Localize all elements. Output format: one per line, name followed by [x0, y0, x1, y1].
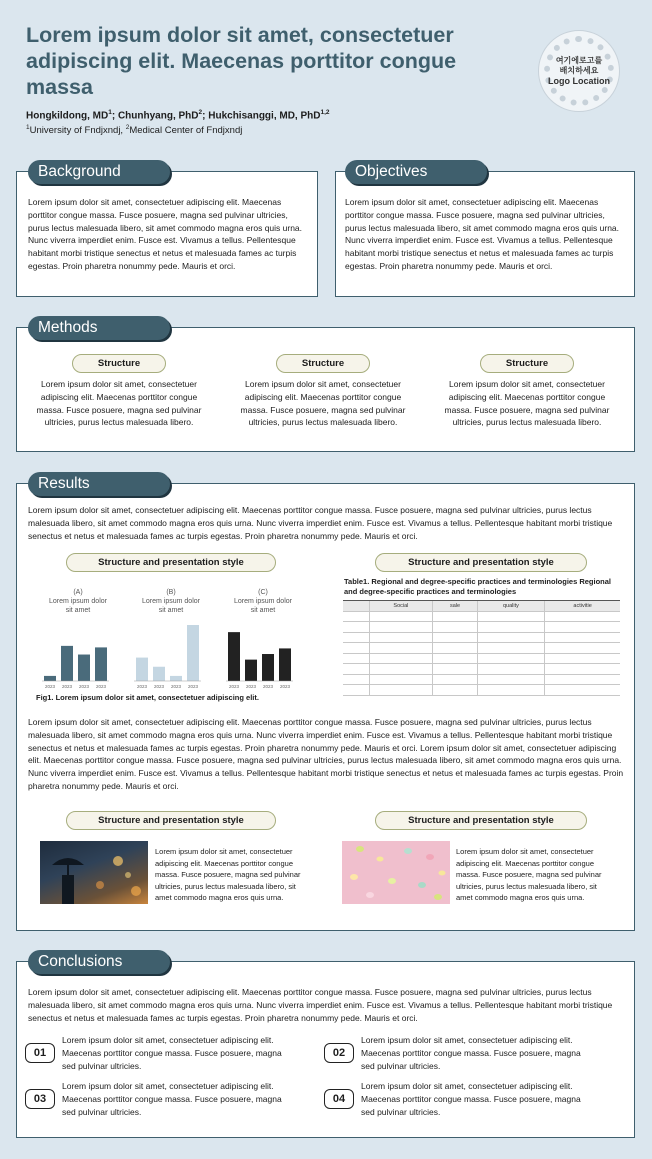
results-style-right-2: Structure and presentation style [375, 811, 587, 830]
table-header: quality [477, 601, 545, 612]
chart-tick-label: 2023 [136, 684, 148, 689]
chart-b-title: (B) [166, 589, 176, 596]
chart-bar [153, 667, 165, 681]
conclusion-4-number: 04 [324, 1089, 354, 1109]
chart-c-title: (C) [258, 589, 268, 596]
chart-tick-label: 2023 [228, 684, 240, 689]
chart-bar [279, 648, 291, 681]
affil-1-sup: 1 [26, 124, 30, 131]
chart-tick-label: 2023 [170, 684, 182, 689]
poster-title: Lorem ipsum dolor sit amet, consectetuer adipiscing elit. Maecenas porttitor congue massa [26, 23, 457, 99]
affil-2: Medical Center of Fndjxndj [129, 125, 243, 137]
affil-1: University of Fndjxndj, [29, 125, 126, 137]
table-row [343, 622, 620, 633]
candy-graphic [342, 841, 450, 904]
rainy-street-graphic [40, 841, 148, 904]
chart-tick-label: 2023 [153, 684, 165, 689]
objectives-heading: Objectives [345, 160, 487, 184]
chart-c-subtitle: Lorem ipsum dolor sit amet [234, 598, 292, 614]
author-2: ; Chunhyang, PhD [111, 110, 199, 122]
logo-line-2: 배치하세요 [559, 66, 599, 75]
methods-heading: Methods [28, 316, 170, 340]
chart-bar [136, 658, 148, 681]
table-header-row [343, 601, 620, 612]
table-row [343, 664, 620, 675]
author-2-sup: 2 [198, 109, 203, 116]
results-heading: Results [28, 472, 170, 496]
conclusions-intro: Lorem ipsum dolor sit amet, consectetuer adipiscing elit. Maecenas porttitor congue massa. Fusce posuere, magna sed pulvinar ultricies, purus lectus malesuada libero, sit amet commodo magna eros quis urna. Nunc viverra imperdiet enim. Fusce est. Vivamus a tellus. Pellentesque habitant morbi tristique senectus et netus et malesuada fames ac turpis egestas. Proin pharetra nonummy pede. Mauris et orci. [28, 987, 613, 1023]
chart-bar [245, 660, 257, 681]
chart-bar [187, 625, 199, 681]
chart-tick-label: 2023 [262, 684, 274, 689]
conclusion-2-number: 02 [324, 1043, 354, 1063]
logo-line-1: 여기에로고를 [555, 56, 603, 65]
chart-tick-label: 2023 [187, 684, 199, 689]
table-row [343, 685, 620, 696]
conclusion-1-text: Lorem ipsum dolor sit amet, consectetuer adipiscing elit. Maecenas porttitor congue massa. Fusce posuere, magna sed pulvinar ultricies. [62, 1035, 282, 1071]
chart-a-subtitle: Lorem ipsum dolor sit amet [49, 598, 107, 614]
table-row [343, 632, 620, 643]
table-row [343, 674, 620, 685]
affil-2-sup: 2 [125, 124, 130, 131]
chart-tick-label: 2023 [95, 684, 107, 689]
results-style-left-2: Structure and presentation style [66, 811, 276, 830]
table-row [343, 653, 620, 664]
chart-tick-label: 2023 [245, 684, 257, 689]
method-2-label: Structure [276, 354, 370, 373]
table-header [343, 601, 369, 612]
chart-bar [228, 632, 240, 681]
method-1-label: Structure [72, 354, 166, 373]
chart-bar [78, 655, 90, 681]
table-header: Social [369, 601, 433, 612]
figure-caption: Fig1. Lorem ipsum dolor sit amet, consectetuer adipiscing elit. [36, 693, 259, 702]
affiliations [26, 124, 242, 136]
conclusion-1-number: 01 [25, 1043, 55, 1063]
chart-tick-label: 2023 [279, 684, 291, 689]
conclusion-3-text: Lorem ipsum dolor sit amet, consectetuer adipiscing elit. Maecenas porttitor congue massa. Fusce posuere, magna sed pulvinar ultricies. [62, 1081, 282, 1117]
conclusions-heading: Conclusions [28, 950, 170, 974]
conclusion-3-number: 03 [25, 1089, 55, 1109]
chart-bar [170, 676, 182, 681]
chart-bar [44, 676, 56, 681]
bar-charts [30, 615, 310, 693]
method-1-body: Lorem ipsum dolor sit amet, consectetuer adipiscing elit. Maecenas porttitor congue massa. Fusce posuere, magna sed pulvinar ultricies, purus lectus malesuada libero. [36, 379, 202, 428]
chart-tick-label: 2023 [44, 684, 56, 689]
method-3-body: Lorem ipsum dolor sit amet, consectetuer adipiscing elit. Maecenas porttitor congue massa. Fusce posuere, magna sed pulvinar ultricies, purus lectus malesuada libero. [444, 379, 610, 428]
candy-photo [342, 841, 450, 904]
chart-bar [61, 646, 73, 681]
background-heading: Background [28, 160, 170, 184]
chart-a-title: (A) [73, 589, 83, 596]
objectives-body: Lorem ipsum dolor sit amet, consectetuer adipiscing elit. Maecenas porttitor congue massa. Fusce posuere, magna sed pulvinar ultricies, purus lectus malesuada libero, sit amet commodo magna eros quis urna. Nunc viverra imperdiet enim. Fusce est. Vivamus a tellus. Pellentesque habitant morbi tristique senectus et netus et malesuada fames ac turpis egestas. Proin pharetra nonummy pede. Mauris et orci. [345, 197, 620, 271]
chart-bar [95, 647, 107, 681]
author-1-sup: 1 [108, 109, 112, 116]
photo-left-text: Lorem ipsum dolor sit amet, consectetuer adipiscing elit. Maecenas porttitor congue massa. Fusce posuere, magna sed pulvinar ultricies, purus lectus malesuada libero, sit amet commodo magna eros quis urna. [155, 847, 301, 902]
background-body: Lorem ipsum dolor sit amet, consectetuer adipiscing elit. Maecenas porttitor congue massa. Fusce posuere, magna sed pulvinar ultricies, purus lectus malesuada libero, sit amet commodo magna eros quis urna. Nunc viverra imperdiet enim. Fusce est. Vivamus a tellus. Pellentesque habitant morbi tristique senectus et netus et malesuada fames ac turpis egestas. Proin pharetra nonummy pede. Mauris et orci. [28, 197, 303, 271]
chart-b-subtitle: Lorem ipsum dolor sit amet [142, 598, 200, 614]
photo-right-text: Lorem ipsum dolor sit amet, consectetuer adipiscing elit. Maecenas porttitor congue massa. Fusce posuere, magna sed pulvinar ultricies, purus lectus malesuada libero, sit amet commodo magna eros quis urna. [456, 847, 602, 902]
method-3-label: Structure [480, 354, 574, 373]
author-3-sup: 1,2 [320, 109, 330, 116]
authors [26, 109, 330, 121]
logo-placeholder [538, 30, 620, 112]
table-title: Table1. Regional and degree-specific practices and terminologies Regional and degree-specific practices and terminologies [344, 577, 612, 596]
results-style-left: Structure and presentation style [66, 553, 276, 572]
table-header: activitie [545, 601, 620, 612]
conclusion-2-text: Lorem ipsum dolor sit amet, consectetuer adipiscing elit. Maecenas porttitor congue massa. Fusce posuere, magna sed pulvinar ultricies. [361, 1035, 581, 1071]
data-table [343, 600, 620, 696]
chart-tick-label: 2023 [61, 684, 73, 689]
conclusion-4-text: Lorem ipsum dolor sit amet, consectetuer adipiscing elit. Maecenas porttitor congue massa. Fusce posuere, magna sed pulvinar ultricies. [361, 1081, 581, 1117]
rainy-street-photo [40, 841, 148, 904]
logo-line-3: Logo Location [548, 76, 610, 86]
author-3: ; Hukchisanggi, MD, PhD [202, 110, 321, 122]
table-row [343, 611, 620, 622]
table-row [343, 643, 620, 654]
author-1: Hongkildong, MD [26, 110, 109, 122]
table-header: sale [433, 601, 477, 612]
method-2-body: Lorem ipsum dolor sit amet, consectetuer adipiscing elit. Maecenas porttitor congue massa. Fusce posuere, magna sed pulvinar ultricies, purus lectus malesuada libero. [240, 379, 406, 428]
results-style-right: Structure and presentation style [375, 553, 587, 572]
results-intro: Lorem ipsum dolor sit amet, consectetuer adipiscing elit. Maecenas porttitor congue massa. Fusce posuere, magna sed pulvinar ultricies, purus lectus malesuada libero, sit amet commodo magna eros quis urna. Nunc viverra imperdiet enim. Fusce est. Vivamus a tellus. Pellentesque habitant morbi tristique senectus et netus et malesuada fames ac turpis egestas. Proin pharetra nonummy pede. Mauris et orci. [28, 505, 613, 541]
results-body-2: Lorem ipsum dolor sit amet, consectetuer adipiscing elit. Maecenas porttitor congue massa. Fusce posuere, magna sed pulvinar ultricies, purus lectus malesuada libero, sit amet commodo magna eros quis urna. Nunc viverra imperdiet enim. Fusce est. Vivamus a tellus. Pellentesque habitant morbi tristique senectus et netus et malesuada fames ac turpis egestas. Proin pharetra nonummy pede. Mauris et orci. Lorem ipsum dolor sit amet, consectetuer adipiscing elit. Maecenas porttitor congue massa. Fusce posuere, magna sed pulvinar ultricies, purus lectus malesuada libero, sit amet commodo magna eros quis urna. Nunc viverra imperdiet enim. Fusce est. Vivamus a tellus. Pellentesque habitant morbi tristique senectus et netus et malesuada fames ac turpis egestas. Proin pharetra nonummy pede. Mauris et orci. [28, 717, 624, 791]
chart-bar [262, 654, 274, 681]
chart-tick-label: 2023 [78, 684, 90, 689]
